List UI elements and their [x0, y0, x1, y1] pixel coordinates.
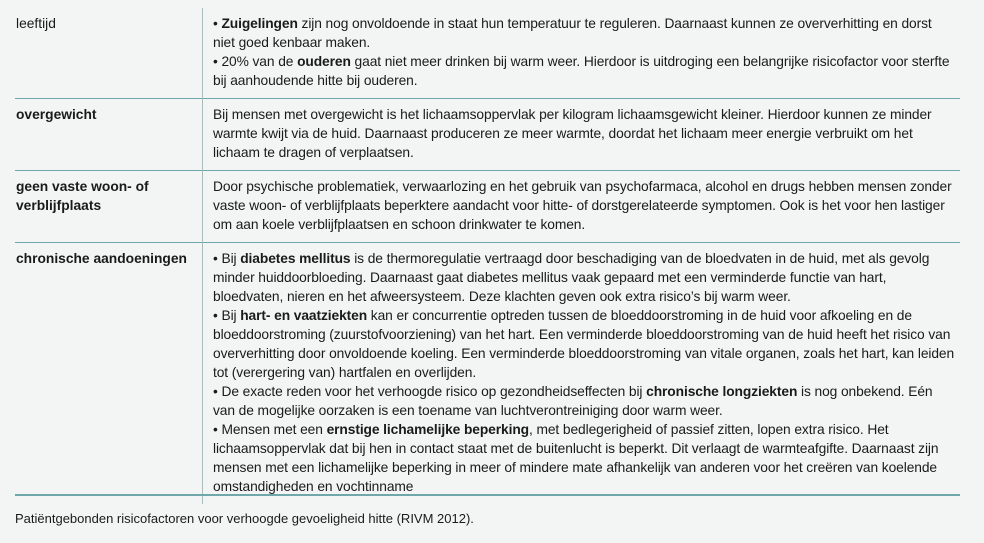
table-row: [15, 99, 960, 171]
table-row: [15, 243, 960, 505]
table-row: [15, 171, 960, 243]
risk-factors-table: [15, 8, 960, 504]
table-bottom-rule: [15, 494, 960, 496]
bullet-item: • 20% van de ouderen gaat niet meer drinken bij warm weer. Hierdoor is uitdroging een belangrijke risicofactor voor sterfte bij aanhoudende hitte bij ouderen.: [213, 54, 950, 88]
row-content: [203, 99, 961, 171]
row-label: chronische aandoeningen: [15, 243, 203, 505]
row-label: geen vaste woon- of verblijfplaats: [15, 171, 203, 243]
row-label: overgewicht: [15, 99, 203, 171]
bullet-item: • Mensen met een ernstige lichamelijke beperking, met bedlegerigheid of passief zitten, lopen extra risico. Het lichaamsoppervlak dat bij hen in contact staat met de buitenlucht is beperkt. Dit verlaagt de warmteafgifte. Daarnaast zijn mensen met een lichamelijke beperking in meer of mindere mate afhankelijk van anderen voor het creëren van koelende omstandigheden en vochtinname: [213, 422, 939, 494]
bullet-item: • Zuigelingen zijn nog onvoldoende in staat hun temperatuur te reguleren. Daarnaast kunnen ze oververhitting en dorst niet goed kenbaar maken.: [213, 16, 932, 50]
row-content: [203, 171, 961, 243]
bullet-item: • De exacte reden voor het verhoogde risico op gezondheidseffecten bij chronische longziekten is nog onbekend. Eén van de mogelijke oorzaken is een toename van luchtverontreiniging door warm weer.: [213, 384, 933, 418]
bullet-item: • Bij hart- en vaatziekten kan er concurrentie optreden tussen de bloeddoorstroming in de huid voor afkoeling en de bloeddoorstroming (zuurstofvoorziening) van het hart. Een verminderde bloeddoorstroming van de huid heeft het risico van oververhitting door onvoldoende koeling. Een verminderde bloeddoorstroming van vitale organen, zoals het hart, kan leiden tot (verergering van) hartfalen en overlijden.: [213, 308, 955, 380]
table-caption: Patiëntgebonden risicofactoren voor verhoogde gevoeligheid hitte (RIVM 2012).: [15, 511, 474, 526]
row-label: leeftijd: [16, 16, 56, 31]
row-content: [203, 8, 961, 99]
row-content: [203, 243, 961, 505]
table-row: [15, 8, 960, 99]
paragraph: Bij mensen met overgewicht is het lichaamsoppervlak per kilogram lichaamsgewicht kleiner. Hierdoor kunnen ze minder warmte kwijt via de huid. Daarnaast produceren ze meer warmte, doordat het lichaam meer energie verbruikt om het lichaam te dragen of verplaatsen.: [213, 107, 932, 160]
bullet-item: • Bij diabetes mellitus is de thermoregulatie vertraagd door beschadiging van de bloedvaten in de huid, met als gevolg minder huiddoorbloeding. Daarnaast gaat diabetes mellitus vaak gepaard met een verminderde functie van hart, bloedvaten, nieren en het afweersysteem. Deze klachten geven ook extra risico’s bij warm weer.: [213, 251, 930, 304]
paragraph: Door psychische problematiek, verwaarlozing en het gebruik van psychofarmaca, alcohol en drugs hebben mensen zonder vaste woon- of verblijfplaats beperktere aandacht voor hitte- of dorstgerelateerde symptomen. Ook is het voor hen lastiger om aan koele verblijfplaatsen en schoon drinkwater te komen.: [213, 179, 952, 232]
